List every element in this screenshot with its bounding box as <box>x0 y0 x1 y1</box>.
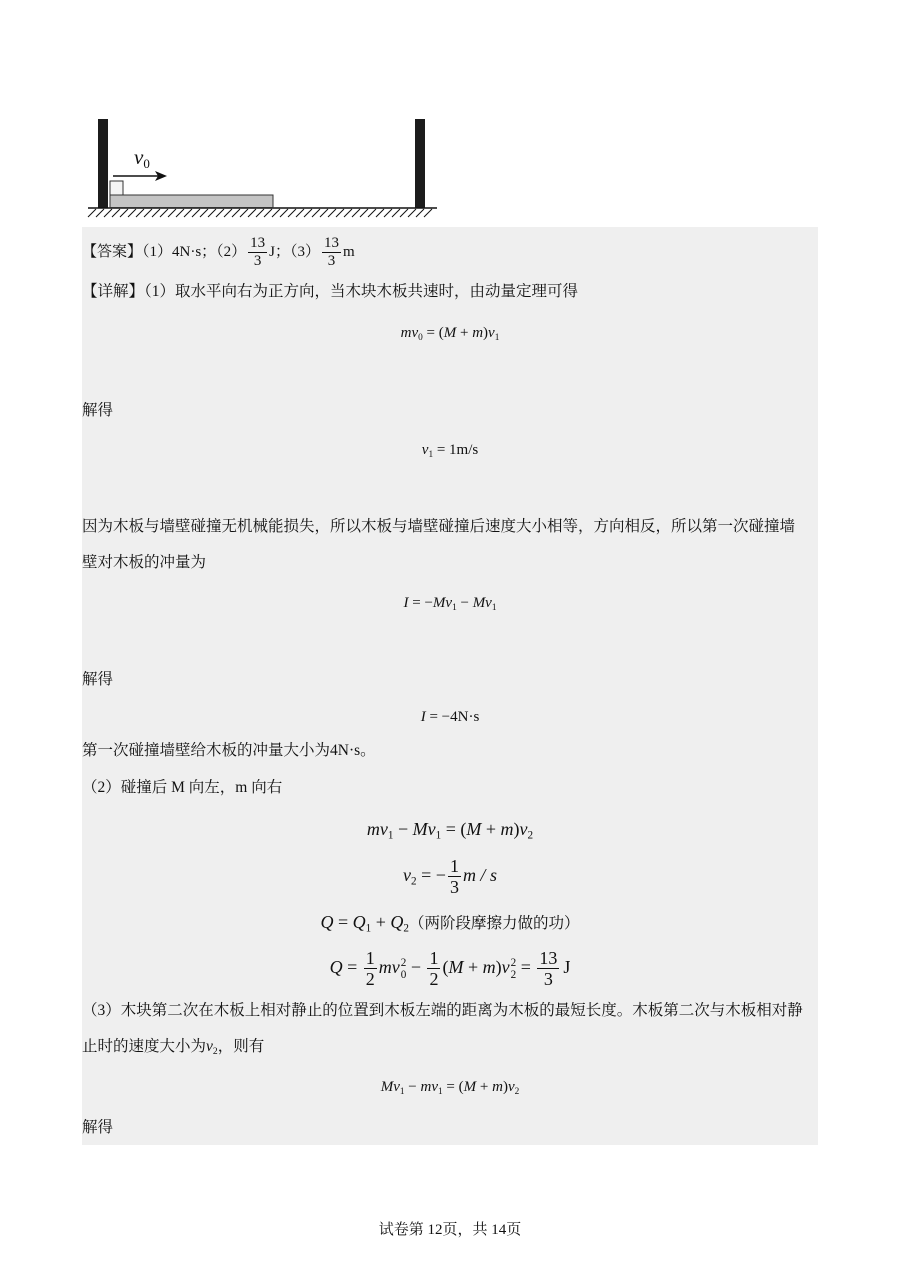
answer-text: J；（3） <box>269 244 321 260</box>
wooden-board <box>110 195 273 208</box>
collision-text-line-1: 因为木板与墙壁碰撞无机械能损失，所以木板与墙壁碰撞后速度大小相等，方向相反，所以第一次碰撞墙 <box>82 518 796 535</box>
math-unit: m / s <box>462 865 497 885</box>
fraction-numerator: 13 <box>322 235 341 253</box>
left-wall <box>98 119 108 208</box>
math-variable: mv <box>378 957 400 977</box>
math-subscript: 2 <box>212 1046 218 1058</box>
math-variable: Mv <box>412 819 436 839</box>
equation-7 <box>82 910 818 941</box>
detail-intro: 【详解】（1）取水平向右为正方向，当木块木板共速时，由动量定理可得 <box>82 283 579 300</box>
math-variable: v <box>206 1038 213 1055</box>
math-variable: Q <box>390 912 404 932</box>
math-operator: = − <box>416 865 446 885</box>
math-variable: M <box>466 819 482 839</box>
math-operator: = ( <box>441 819 467 839</box>
math-variable: mv <box>366 819 388 839</box>
math-variable: I <box>420 709 426 725</box>
fraction <box>537 948 559 990</box>
part2-intro: （2）碰撞后 M 向左，m 向右 <box>82 779 283 796</box>
math-variable: v <box>519 819 528 839</box>
math-variable: v <box>421 442 429 458</box>
math-superscript: 2 <box>400 956 407 969</box>
math-operator: − <box>406 957 426 977</box>
equation-4 <box>82 705 818 729</box>
wooden-block <box>110 181 123 195</box>
math-subscript: 1 <box>438 1086 443 1097</box>
math-operator: ) <box>483 325 489 341</box>
fraction <box>427 948 440 990</box>
math-variable: I <box>403 595 409 611</box>
math-operator: = 1m/s <box>433 442 479 458</box>
fraction-denominator: 3 <box>449 877 459 898</box>
math-subscript: 0 <box>418 332 423 343</box>
math-subscript: 1 <box>435 829 442 842</box>
math-subscript: 1 <box>387 829 394 842</box>
answer-text: 【答案】（1）4N·s；（2） <box>82 244 247 260</box>
math-subscript: 1 <box>399 1086 405 1097</box>
math-operator: ) <box>495 957 502 977</box>
math-operator: = −4N·s <box>425 709 480 725</box>
text-segment: 止时的速度大小为 <box>82 1038 207 1055</box>
math-subscript: 2 <box>514 1086 520 1097</box>
math-unit: J <box>563 957 571 977</box>
fraction-numerator: 1 <box>365 947 375 968</box>
fraction-denominator: 2 <box>365 969 375 990</box>
velocity-arrow <box>113 171 167 181</box>
fraction-numerator: 1 <box>429 947 439 968</box>
math-variable: Mv <box>472 595 492 611</box>
math-subscript: 2 <box>527 829 534 842</box>
right-wall <box>415 119 425 208</box>
math-operator: ( <box>442 957 449 977</box>
math-subscript: 1 <box>452 602 457 613</box>
velocity-label <box>134 145 150 171</box>
math-operator: + <box>463 957 483 977</box>
math-variable: Mv <box>432 595 453 611</box>
math-subscript: 2 <box>510 968 517 981</box>
math-variable: Q <box>329 957 343 977</box>
page-footer: 试卷第 12页，共 14页 <box>378 1222 522 1238</box>
math-variable: Mv <box>380 1079 400 1095</box>
math-variable: M <box>463 1079 477 1095</box>
equation-5 <box>82 817 818 848</box>
math-operator: + <box>371 912 391 932</box>
solve-label-1: 解得 <box>82 402 114 419</box>
math-operator: = <box>333 912 353 932</box>
math-operator: + <box>456 325 473 341</box>
math-operator: + <box>476 1079 493 1095</box>
math-variable: M <box>443 325 457 341</box>
part3-text-line-2 <box>82 1035 264 1064</box>
math-variable: v <box>507 1079 515 1095</box>
math-note: （两阶段摩擦力做的功） <box>408 915 580 932</box>
fraction-numerator: 13 <box>248 235 267 253</box>
fraction <box>248 235 267 271</box>
solve-label-2: 解得 <box>82 671 114 688</box>
math-variable: m <box>472 325 484 341</box>
math-subscript: 2 <box>403 922 409 935</box>
math-variable: m <box>482 957 496 977</box>
fraction-denominator: 3 <box>253 253 262 270</box>
answer-text: m <box>343 244 355 260</box>
math-variable: v <box>403 865 412 885</box>
velocity-symbol: v <box>134 145 144 169</box>
math-operator: − <box>456 595 473 611</box>
math-operator: = ( <box>442 1079 464 1095</box>
velocity-subscript: 0 <box>143 156 150 171</box>
math-operator: = − <box>408 595 433 611</box>
fraction-denominator: 3 <box>327 253 336 270</box>
collision-diagram <box>0 0 460 225</box>
math-subscript: 1 <box>491 602 497 613</box>
math-subscript: 2 <box>411 875 417 888</box>
math-variable: M <box>448 957 464 977</box>
fraction-numerator: 1 <box>449 855 459 876</box>
math-operator: − <box>393 819 413 839</box>
part3-text-line-1: （3）木块第二次在木板上相对静止的位置到木板左端的距离为木板的最短长度。木板第二次与木板相对静 <box>82 1002 803 1019</box>
math-variable: Q <box>320 912 334 932</box>
equation-1 <box>82 321 818 350</box>
solve-label-3: 解得 <box>82 1119 114 1136</box>
impulse-statement: 第一次碰撞墙壁给木板的冲量大小为4N·s。 <box>82 742 376 759</box>
math-operator: + <box>481 819 501 839</box>
fraction <box>364 948 377 990</box>
math-variable: m <box>500 819 514 839</box>
math-variable: m <box>492 1079 503 1095</box>
math-superscript: 2 <box>510 956 517 969</box>
fraction-numerator: 13 <box>539 947 558 968</box>
collision-text-line-2: 壁对木板的冲量为 <box>82 554 207 571</box>
equation-9 <box>82 1075 818 1104</box>
math-subscript: 1 <box>428 449 434 460</box>
fraction <box>322 235 341 271</box>
math-variable: mv <box>400 325 419 341</box>
math-variable: v <box>501 957 510 977</box>
equation-3 <box>82 591 818 620</box>
text-segment: ，则有 <box>217 1038 265 1055</box>
math-operator: = <box>342 957 362 977</box>
ground-hatching <box>88 209 432 217</box>
math-variable: v <box>488 325 495 341</box>
math-subscript: 1 <box>494 332 500 343</box>
fraction-denominator: 2 <box>429 969 439 990</box>
fraction-denominator: 3 <box>543 969 553 990</box>
equation-8 <box>82 945 818 990</box>
math-operator: − <box>404 1079 421 1095</box>
math-variable: mv <box>420 1079 438 1095</box>
equation-2 <box>82 438 818 467</box>
answer-line <box>82 230 355 274</box>
fraction <box>448 856 461 898</box>
math-variable: Q <box>352 912 366 932</box>
math-subscript: 1 <box>365 922 372 935</box>
math-operator: = <box>516 957 536 977</box>
math-operator: = ( <box>422 325 444 341</box>
math-operator: ) <box>513 819 520 839</box>
equation-6 <box>82 853 818 904</box>
math-operator: ) <box>502 1079 508 1095</box>
math-subscript: 0 <box>400 968 407 981</box>
